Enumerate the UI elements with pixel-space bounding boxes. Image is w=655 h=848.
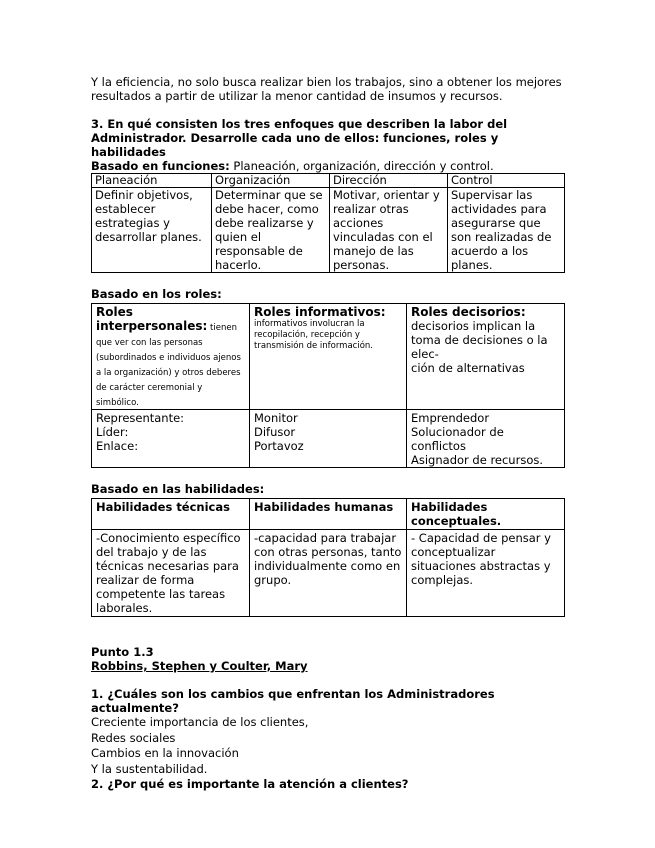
- habilidades-table: [91, 498, 565, 617]
- header-habilidades-tecnicas: Habilidades técnicas: [92, 499, 250, 530]
- roles-interpersonales-cell: [92, 304, 250, 410]
- funciones-line: [91, 159, 564, 173]
- list-item: Portavoz: [254, 439, 304, 453]
- roles-informativos-title: Roles informativos:: [254, 305, 386, 319]
- roles-table: [91, 303, 565, 468]
- roles-interpersonales-title: Roles interpersonales:: [96, 305, 208, 333]
- list-item: Y la sustentabilidad.: [91, 761, 208, 776]
- roles-informativos-desc: informativos involucran la recopilación, recepción y transmisión de información.: [254, 319, 373, 351]
- list-item: Difusor: [254, 425, 296, 439]
- list-item: Representante:: [96, 411, 185, 425]
- cell-direccion: Motivar, orientar y realizar otras acciones vinculadas con el manejo de las personas.: [330, 188, 448, 273]
- roles-interpersonales-desc-b: que ver con las personas (subordinados e individuos ajenos a la organización) y otros deberes de carácter ceremonial y simbólico.: [96, 338, 241, 408]
- authors-heading: Robbins, Stephen y Coulter, Mary: [91, 659, 308, 673]
- punto-heading: Punto 1.3: [91, 645, 154, 659]
- table-header-row: [92, 174, 565, 188]
- roles-decisorios-desc-a: decisorios implican la toma de decisiones o la elec-: [411, 319, 548, 361]
- answers-list: [91, 715, 564, 777]
- table-header-row: [92, 499, 565, 530]
- table-row: [92, 304, 565, 410]
- header-control: Control: [448, 174, 565, 188]
- funciones-label: Basado en funciones:: [91, 159, 230, 173]
- header-habilidades-humanas: Habilidades humanas: [250, 499, 407, 530]
- roles-decisorios-cell: [407, 304, 565, 410]
- cell-organizacion: Determinar que se debe hacer, como debe realizarse y quien el responsable de hacerlo.: [212, 188, 330, 273]
- cell-planeacion: Definir objetivos, establecer estrategias y desarrollar planes.: [92, 188, 212, 273]
- question-1: 1. ¿Cuáles son los cambios que enfrentan los Administradores actualmente?: [91, 687, 495, 715]
- header-planeacion: Planeación: [92, 174, 212, 188]
- header-habilidades-conceptuales: Habilidades conceptuales.: [407, 499, 565, 530]
- funciones-table: [91, 173, 565, 273]
- cell-habilidades-humanas: -capacidad para trabajar con otras personas, tanto individualmente como en grupo.: [250, 530, 407, 617]
- header-direccion: Dirección: [330, 174, 448, 188]
- table-row: [92, 530, 565, 617]
- list-item: Asignador de recursos.: [411, 453, 544, 467]
- document-page: [91, 75, 564, 791]
- header-organizacion: Organización: [212, 174, 330, 188]
- table-row: [92, 410, 565, 468]
- roles-informativos-items: [250, 410, 407, 468]
- question-2: 2. ¿Por qué es importante la atención a clientes?: [91, 777, 409, 791]
- question-3: 3. En qué consisten los tres enfoques que describen la labor del Administrador. Desarrolle cada uno de ellos: funciones, roles y habilidades: [91, 117, 508, 159]
- intro-paragraph: Y la eficiencia, no solo busca realizar bien los trabajos, sino a obtener los mejores resultados a partir de utilizar la menor cantidad de insumos y recursos.: [91, 75, 562, 103]
- list-item: Redes sociales: [91, 730, 176, 745]
- list-item: Emprendedor: [411, 411, 490, 425]
- roles-interpersonales-desc-a: tienen: [207, 323, 237, 333]
- roles-label: Basado en los roles:: [91, 287, 222, 301]
- list-item: Cambios en la innovación: [91, 746, 239, 760]
- table-row: [92, 188, 565, 273]
- cell-habilidades-conceptuales: - Capacidad de pensar y conceptualizar situaciones abstractas y complejas.: [407, 530, 565, 617]
- list-item: Creciente importancia de los clientes,: [91, 715, 309, 729]
- funciones-text: Planeación, organización, dirección y control.: [229, 159, 494, 173]
- cell-control: Supervisar las actividades para asegurarse que son realizadas de acuerdo a los planes.: [448, 188, 565, 273]
- habilidades-label: Basado en las habilidades:: [91, 482, 265, 496]
- cell-habilidades-tecnicas: -Conocimiento específico del trabajo y de las técnicas necesarias para realizar de forma competente las tareas laborales.: [92, 530, 250, 617]
- roles-interpersonales-items: [92, 410, 250, 468]
- list-item: Enlace:: [96, 439, 139, 453]
- roles-decisorios-items: [407, 410, 565, 468]
- list-item: Solucionador de conflictos: [411, 425, 504, 453]
- roles-informativos-cell: [250, 304, 407, 410]
- list-item: Líder:: [96, 425, 129, 439]
- roles-decisorios-desc-b: ción de alternativas: [411, 361, 525, 375]
- list-item: Monitor: [254, 411, 298, 425]
- roles-decisorios-title: Roles decisorios:: [411, 305, 526, 319]
